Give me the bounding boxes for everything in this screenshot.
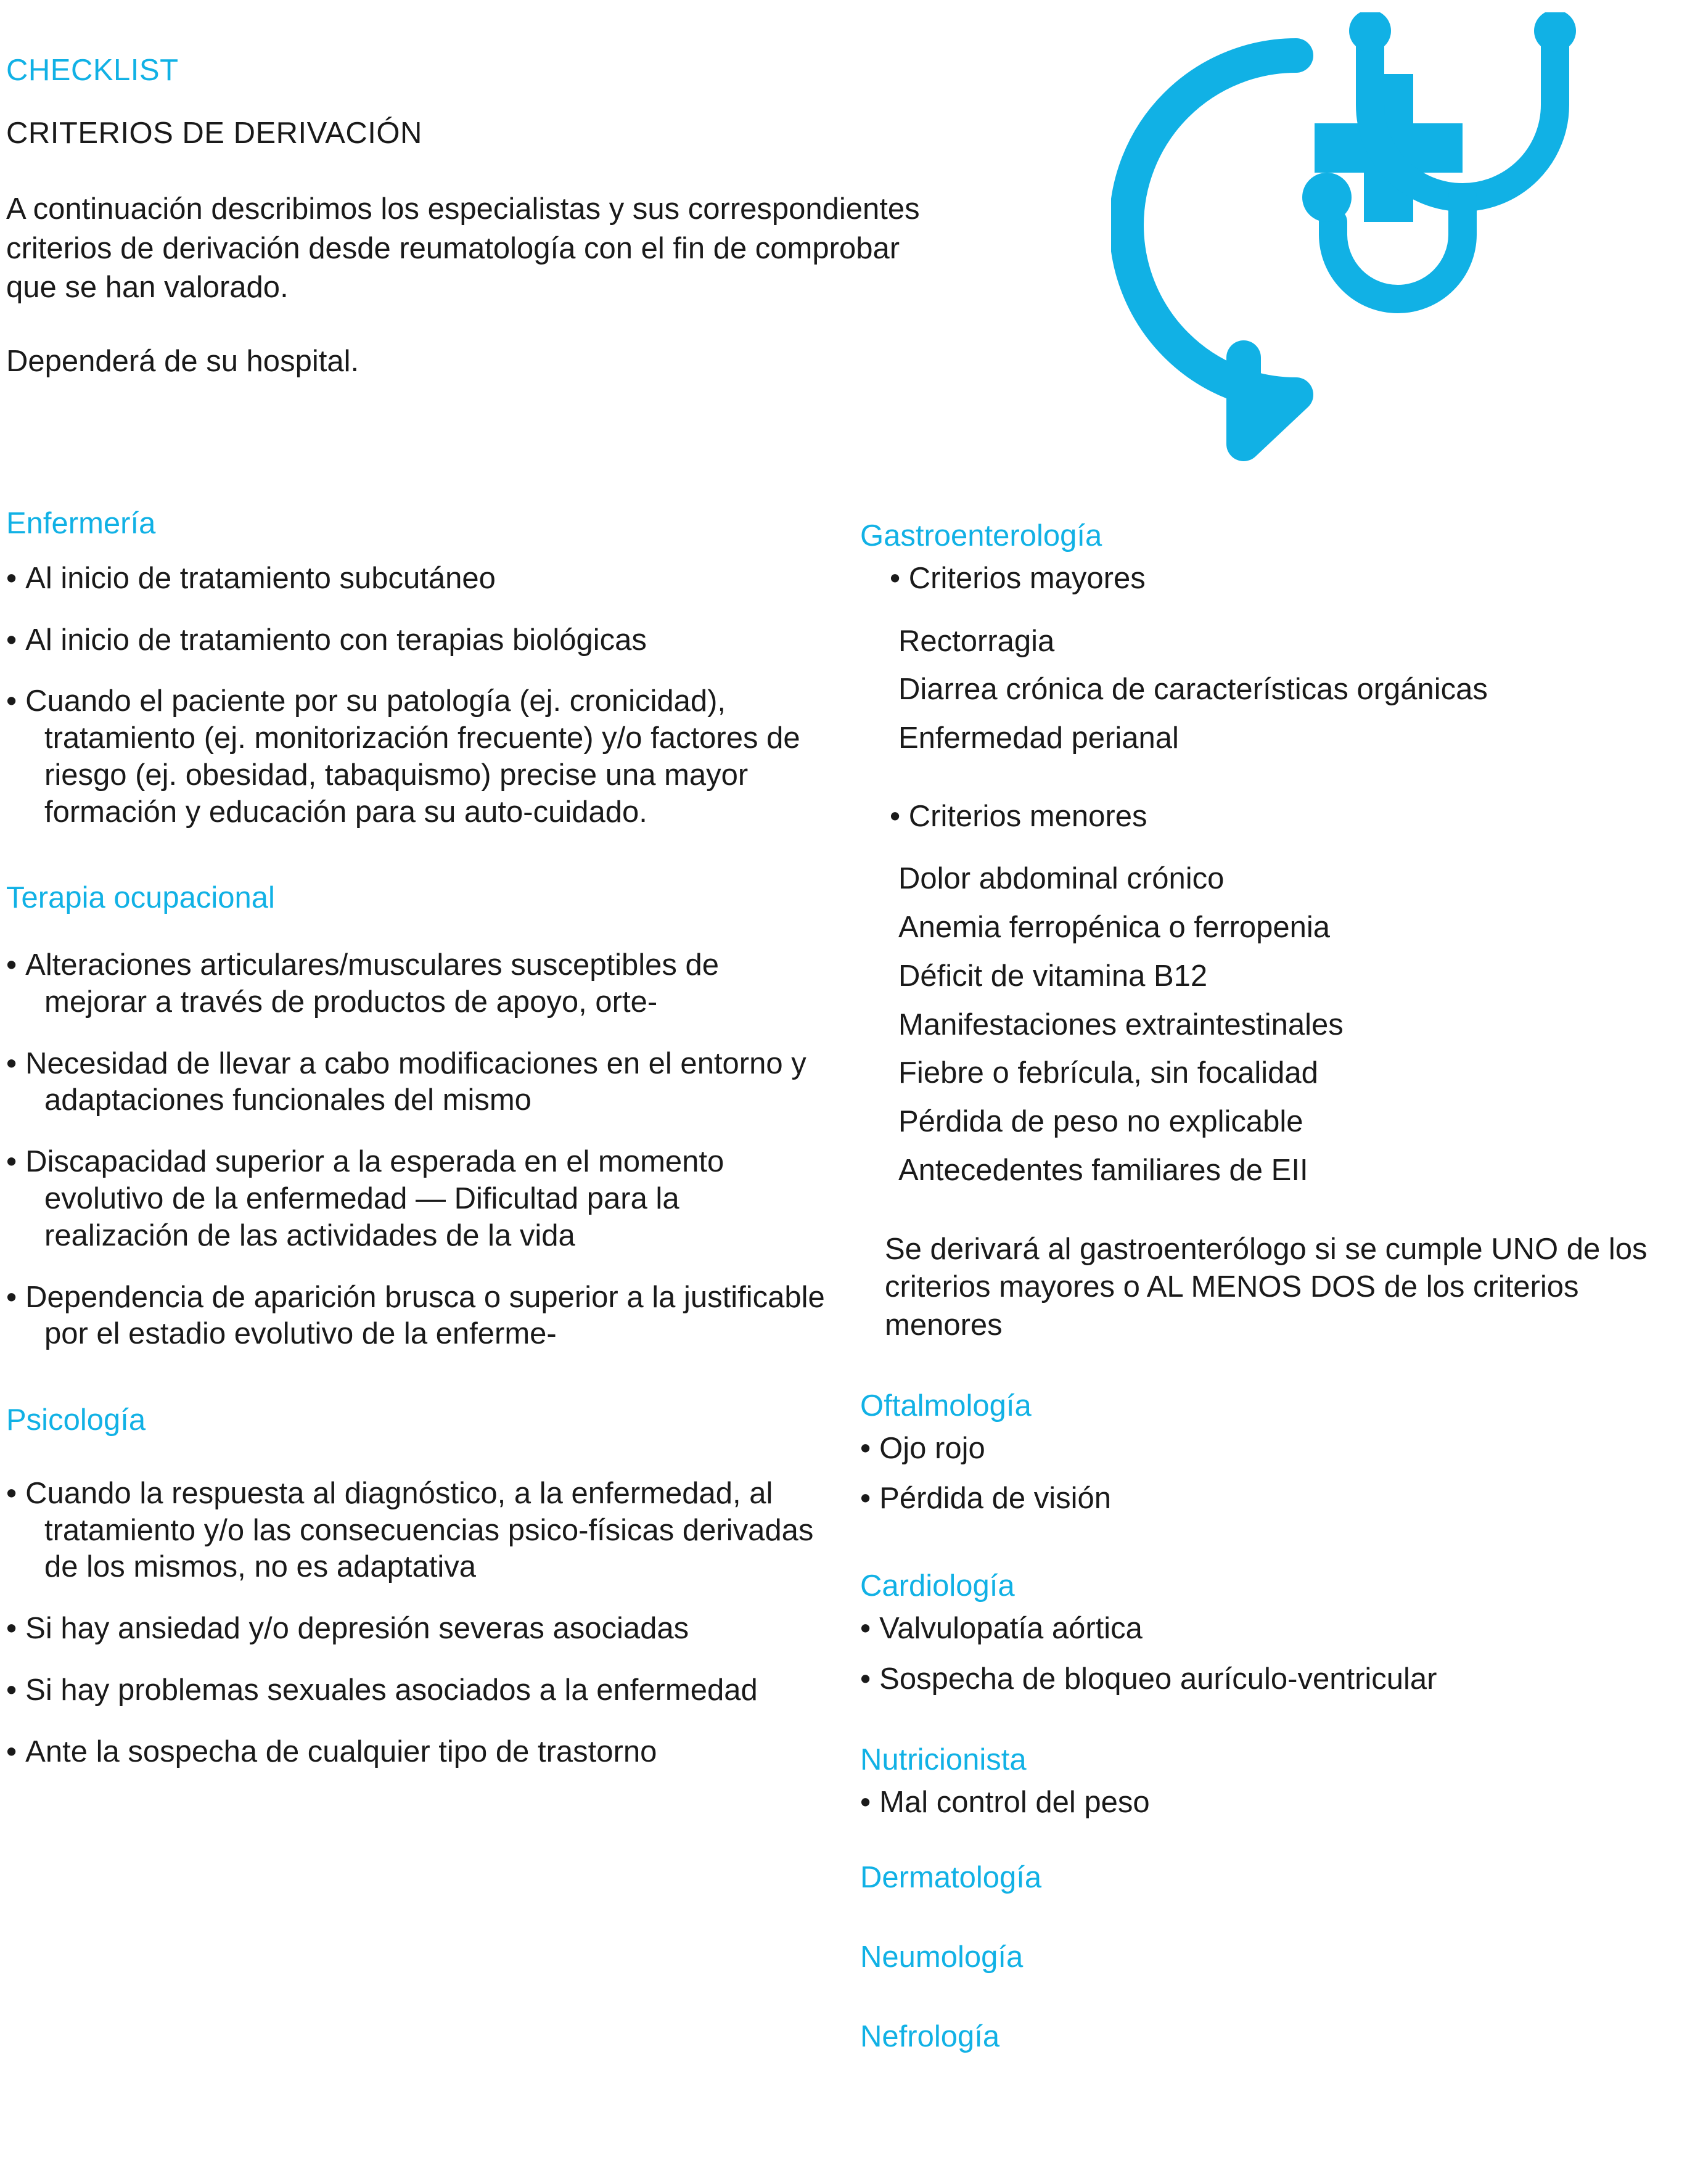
list-criterios-menores	[860, 860, 1674, 1189]
list-item	[6, 622, 826, 659]
intro-paragraph: A continuación describimos los especialistas y sus correspondientes criterios de derivación desde reumatología con el fin de comprobar que se han valorado.	[6, 192, 920, 305]
section-cardiologia	[860, 1568, 1674, 1698]
list-item: Déficit de vitamina B12	[898, 959, 1208, 993]
checklist-label: CHECKLIST	[6, 54, 179, 87]
criteria-major-label-text: Criterios mayores	[908, 561, 1146, 595]
list-item: Diarrea crónica de características orgánicas	[898, 673, 1488, 707]
list-item	[6, 1476, 826, 1586]
list-item	[6, 560, 826, 597]
section-title-enfermeria: Enfermería	[6, 507, 156, 540]
bullet-dot: •	[6, 1476, 17, 1510]
bullet-dot: •	[6, 1046, 17, 1080]
bullet-dot: •	[6, 561, 17, 595]
section-title-oftalmologia: Oftalmología	[860, 1389, 1032, 1422]
list-item-text: Al inicio de tratamiento subcutáneo	[25, 561, 496, 595]
list-item	[6, 1144, 826, 1254]
section-terapia-ocupacional	[6, 880, 826, 1353]
criteria-minor-label	[860, 798, 1674, 835]
list-item-text: Pérdida de visión	[879, 1482, 1112, 1516]
list-item	[860, 1480, 1674, 1517]
section-psicologia	[6, 1402, 826, 1770]
bullet-dot: •	[890, 561, 909, 595]
list-oftalmologia	[860, 1431, 1674, 1518]
bullet-dot: •	[6, 1673, 17, 1707]
bullet-dot: •	[860, 1611, 871, 1645]
bullet-dot: •	[6, 1734, 17, 1768]
list-criterios-mayores	[860, 622, 1674, 758]
list-item-text: Ante la sospecha de cualquier tipo de trastorno	[25, 1734, 657, 1768]
list-item	[6, 683, 826, 831]
list-item-text: Dependencia de aparición brusca o superior a la justificable por el estadio evolutivo de la enferme-	[25, 1280, 825, 1351]
section-title-gastroenterologia: Gastroenterología	[860, 519, 1102, 552]
section-title-psicologia: Psicología	[6, 1403, 146, 1437]
list-item-text: Si hay problemas sexuales asociados a la enfermedad	[25, 1673, 758, 1707]
bullet-dot: •	[6, 1612, 17, 1646]
list-item-text: Ojo rojo	[879, 1431, 985, 1465]
list-enfermeria	[6, 560, 826, 831]
list-item	[6, 1672, 826, 1709]
list-item-text: Valvulopatía aórtica	[879, 1611, 1143, 1645]
list-item	[860, 1661, 1674, 1698]
bullet-dot: •	[860, 1482, 871, 1516]
list-item	[6, 947, 826, 1021]
stethoscope-speech-bubble-cross-icon	[1111, 12, 1617, 462]
list-item: Fiebre o febrícula, sin focalidad	[898, 1056, 1318, 1090]
list-item	[860, 1611, 1674, 1648]
bullet-dot: •	[6, 1280, 17, 1314]
list-item	[6, 1734, 826, 1771]
list-item-text: Si hay ansiedad y/o depresión severas asociadas	[25, 1612, 689, 1646]
list-item-text: Mal control del peso	[879, 1786, 1150, 1820]
list-psicologia	[6, 1476, 826, 1771]
page-title: CRITERIOS DE DERIVACIÓN	[6, 117, 422, 150]
bullet-dot: •	[6, 684, 17, 718]
list-item-text: Necesidad de llevar a cabo modificaciones en el entorno y adaptaciones funcionales del mismo	[25, 1046, 806, 1117]
section-nutricionista	[860, 1742, 1674, 1821]
list-item-text: Alteraciones articulares/musculares susceptibles de mejorar a través de productos de apoyo, orte-	[25, 948, 719, 1019]
intro-paragraph-secondary: Dependerá de su hospital.	[6, 345, 359, 379]
list-terapia-ocupacional	[6, 947, 826, 1353]
bullet-dot: •	[860, 1786, 871, 1820]
list-item: Antecedentes familiares de EII	[898, 1153, 1308, 1187]
list-item	[6, 1046, 826, 1120]
list-item	[6, 1611, 826, 1648]
right-column	[860, 518, 1674, 2073]
section-gastroenterologia	[860, 518, 1674, 1345]
list-item-text: Al inicio de tratamiento con terapias biológicas	[25, 623, 647, 657]
list-item-text: Cuando el paciente por su patología (ej. cronicidad), tratamiento (ej. monitorización frecuente) y/o factores de riesgo (ej. obesidad, tabaquismo) precise una mayor formación y educación para su auto-cuidado.	[25, 684, 800, 829]
section-enfermeria	[6, 506, 826, 831]
list-item: Anemia ferropénica o ferropenia	[898, 911, 1331, 945]
bullet-dot: •	[6, 623, 17, 657]
left-column	[6, 506, 826, 1795]
list-nutricionista	[860, 1784, 1674, 1821]
bullet-dot: •	[6, 1145, 17, 1179]
list-item	[860, 1431, 1674, 1468]
bullet-dot: •	[6, 948, 17, 982]
gastro-derivation-note: Se derivará al gastroenterólogo si se cumple UNO de los criterios mayores o AL MENOS DOS de los criterios menores	[885, 1232, 1648, 1342]
list-item: Rectorragia	[898, 624, 1055, 658]
list-item: Dolor abdominal crónico	[898, 862, 1225, 896]
section-title-cardiologia: Cardiología	[860, 1569, 1015, 1603]
list-item: Enfermedad perianal	[898, 721, 1179, 755]
bullet-dot: •	[860, 1431, 871, 1465]
section-oftalmologia	[860, 1388, 1674, 1517]
list-item: Pérdida de peso no explicable	[898, 1105, 1303, 1139]
section-title-dermatologia: Dermatología	[860, 1860, 1042, 1894]
list-item	[860, 1784, 1674, 1821]
list-item-text: Cuando la respuesta al diagnóstico, a la enfermedad, al tratamiento y/o las consecuencias psico-físicas derivadas de los mismos, no es adaptativa	[25, 1476, 814, 1584]
section-title-neumologia: Neumología	[860, 1940, 1024, 1974]
bullet-dot: •	[860, 1662, 871, 1696]
list-item-text: Discapacidad superior a la esperada en el momento evolutivo de la enfermedad — Dificultad para la realización de las actividades de la vida	[25, 1145, 724, 1252]
bullet-dot: •	[890, 799, 909, 833]
section-title-nutricionista: Nutricionista	[860, 1743, 1027, 1777]
section-title-nefrologia: Nefrología	[860, 2019, 1000, 2053]
criteria-major-label	[860, 560, 1674, 597]
list-item	[6, 1279, 826, 1353]
document-header	[6, 53, 1024, 382]
criteria-minor-label-text: Criterios menores	[908, 799, 1147, 833]
list-cardiologia	[860, 1611, 1674, 1698]
list-item: Manifestaciones extraintestinales	[898, 1008, 1344, 1041]
list-item-text: Sospecha de bloqueo aurículo-ventricular	[879, 1662, 1437, 1696]
section-title-terapia-ocupacional: Terapia ocupacional	[6, 881, 275, 915]
